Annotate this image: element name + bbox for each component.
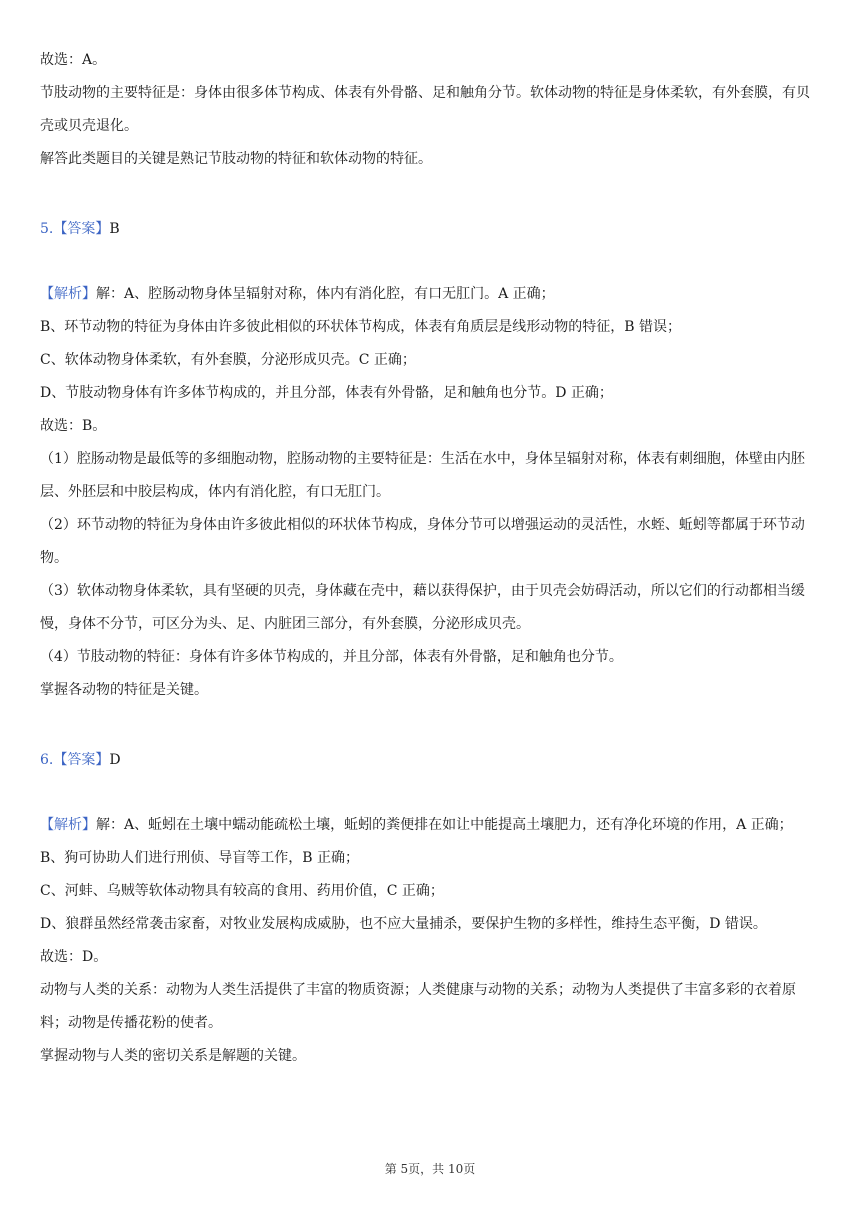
q5-answer-tag: 【答案】 xyxy=(53,221,110,237)
q5-point-1: （1）腔肠动物是最低等的多细胞动物，腔肠动物的主要特征是：生活在水中，身体呈辐射对称，体表有刺细胞，体壁由内胚层、外胚层和中胶层构成，体内有消化腔，有口无肛门。 xyxy=(40,451,805,500)
q5-choice: 故选：B。 xyxy=(40,418,107,434)
q6-answer-tag: 【答案】 xyxy=(53,752,110,768)
q5-answer: B xyxy=(109,221,120,237)
q6-answer-line xyxy=(40,744,822,777)
page-footer: 第 5页，共 10页 xyxy=(384,1162,476,1176)
q6-summary: 掌握动物与人类的密切关系是解题的关键。 xyxy=(40,1048,306,1064)
q6-answer: D xyxy=(109,752,121,768)
q6-line-b: B、狗可协助人们进行刑侦、导盲等工作，B 正确； xyxy=(40,850,360,866)
q4-analysis: 节肢动物的主要特征是：身体由很多体节构成、体表有外骨骼、足和触角分节。软体动物的特征是身体柔软，有外套膜，有贝壳或贝壳退化。 xyxy=(40,85,810,134)
q5-analysis-line-1 xyxy=(40,278,822,311)
q4-choice: 故选：A。 xyxy=(40,52,107,68)
q5-line-d: D、节肢动物身体有许多体节构成的，并且分部，体表有外骨骼，足和触角也分节。D 正确； xyxy=(40,385,613,401)
q5-line-c: C、软体动物身体柔软，有外套膜，分泌形成贝壳。C 正确； xyxy=(40,352,416,368)
q6-analysis-line-1 xyxy=(40,809,822,842)
q5-analysis-tag: 【解析】 xyxy=(40,286,96,302)
q5-summary: 掌握各动物的特征是关键。 xyxy=(40,682,208,698)
q6-line-c: C、河蚌、乌贼等软体动物具有较高的食用、药用价值，C 正确； xyxy=(40,883,444,899)
q5-point-2: （2）环节动物的特征为身体由许多彼此相似的环状体节构成，身体分节可以增强运动的灵活性，水蛭、蚯蚓等都属于环节动物。 xyxy=(40,517,805,566)
q5-line-b: B、环节动物的特征为身体由许多彼此相似的环状体节构成，体表有角质层是线形动物的特征，B 错误； xyxy=(40,319,682,335)
q5-number: 5. xyxy=(40,221,54,237)
q6-analysis-tag: 【解析】 xyxy=(40,817,96,833)
q5-point-4: （4）节肢动物的特征：身体有许多体节构成的，并且分部，体表有外骨骼，足和触角也分节。 xyxy=(40,649,623,665)
q6-number: 6. xyxy=(40,752,54,768)
q6-choice: 故选：D。 xyxy=(40,949,108,965)
q5-answer-line xyxy=(40,213,822,246)
q5-analysis-text: 解：A、腔肠动物身体呈辐射对称，体内有消化腔，有口无肛门。A 正确； xyxy=(96,286,555,302)
q6-relation: 动物与人类的关系：动物为人类生活提供了丰富的物质资源；人类健康与动物的关系；动物为人类提供了丰富多彩的衣着原料；动物是传播花粉的使者。 xyxy=(40,982,796,1031)
q5-point-3: （3）软体动物身体柔软，具有坚硬的贝壳，身体藏在壳中，藉以获得保护，由于贝壳会妨碍活动，所以它们的行动都相当缓慢，身体不分节，可区分为头、足、内脏团三部分，有外套膜，分泌形成贝壳。 xyxy=(40,583,805,632)
q4-summary: 解答此类题目的关键是熟记节肢动物的特征和软体动物的特征。 xyxy=(40,151,432,167)
q6-line-d: D、狼群虽然经常袭击家畜，对牧业发展构成威胁，也不应大量捕杀，要保护生物的多样性，维持生态平衡，D 错误。 xyxy=(40,916,767,932)
q6-analysis-text: 解：A、蚯蚓在土壤中蠕动能疏松土壤，蚯蚓的粪便排在如让中能提高土壤肥力，还有净化环境的作用，A 正确； xyxy=(96,817,793,833)
document-body xyxy=(40,44,822,1073)
